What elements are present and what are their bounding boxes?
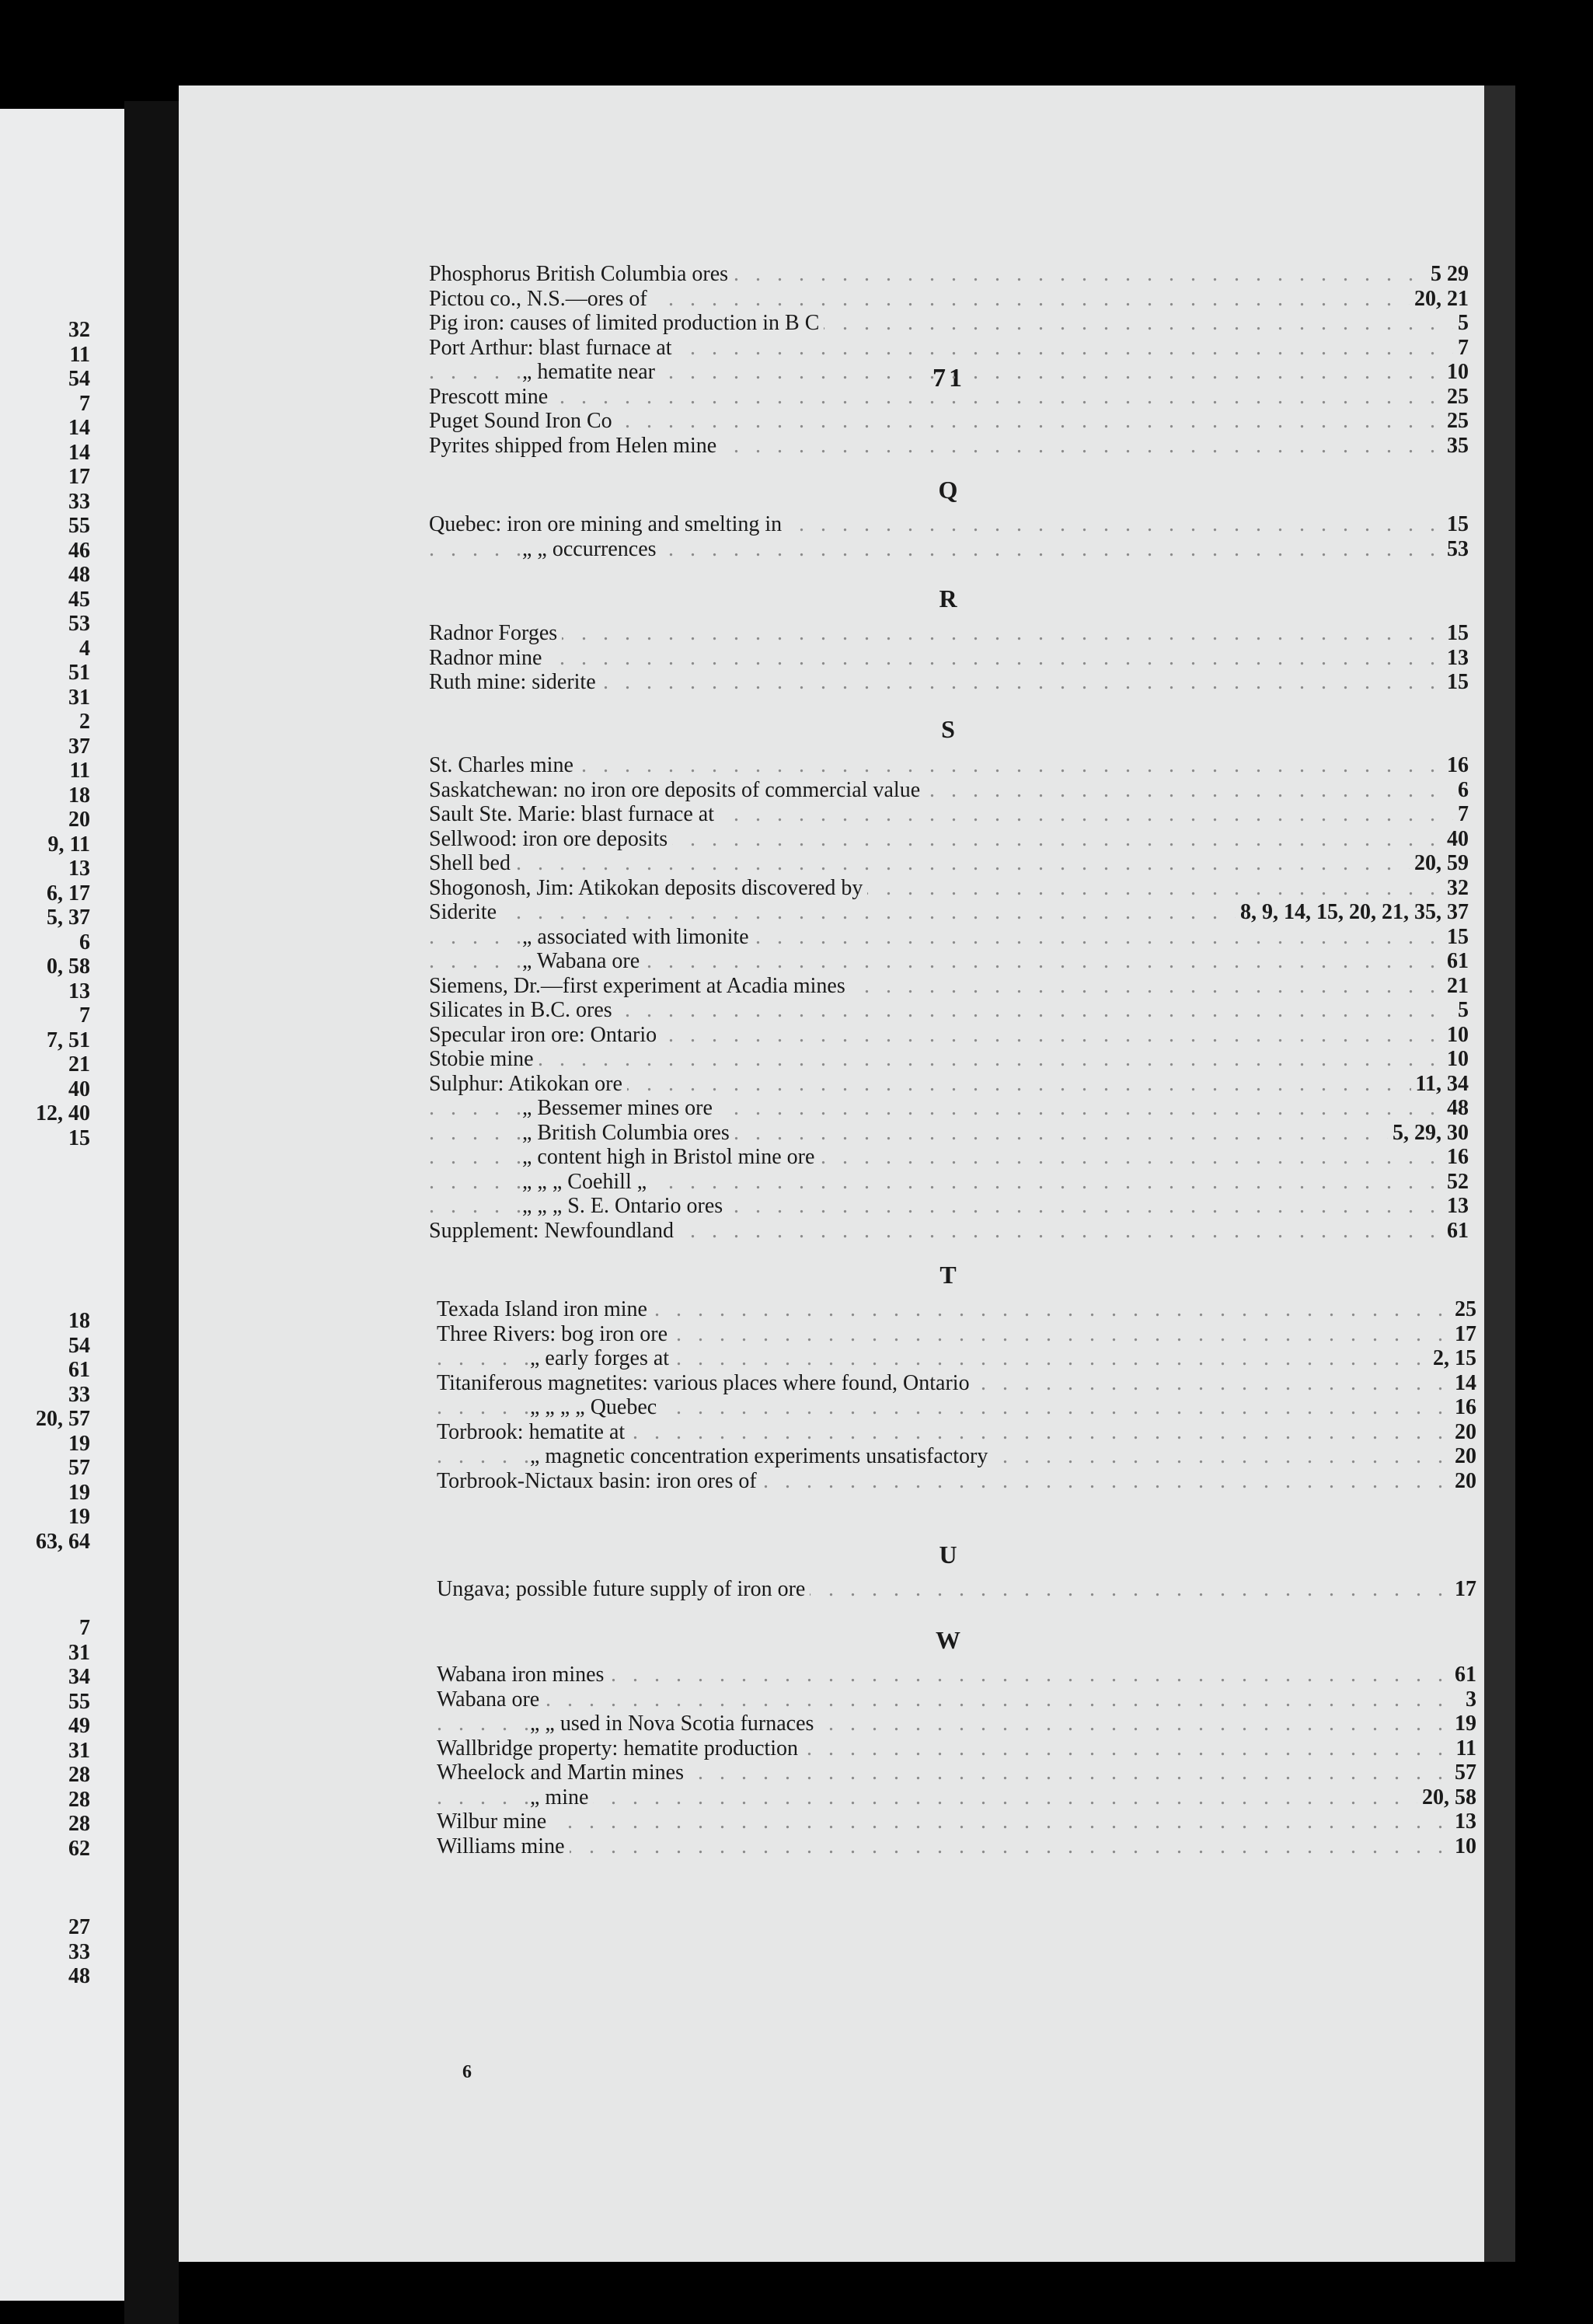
index-entry bbox=[437, 1761, 1476, 1785]
left-page-number: 2 bbox=[79, 710, 90, 734]
left-page-number: 11 bbox=[69, 759, 90, 783]
index-entry bbox=[429, 513, 1469, 536]
entry-label: Sulphur: Atikokan ore bbox=[429, 1073, 627, 1096]
entry-label: Port Arthur: blast furnace at bbox=[429, 337, 677, 360]
index-entry bbox=[437, 1372, 1476, 1395]
leader-dots bbox=[437, 1688, 1476, 1712]
section-letter: T bbox=[939, 1261, 957, 1289]
entry-label: „ Wabana ore bbox=[522, 950, 644, 973]
entry-label: „ content high in Bristol mine ore bbox=[522, 1146, 819, 1169]
left-page-number: 21 bbox=[68, 1052, 90, 1077]
left-page-number: 17 bbox=[68, 465, 90, 489]
entry-pages: 32 bbox=[1442, 877, 1469, 900]
index-entry bbox=[429, 1122, 1469, 1145]
entry-label: Texada Island iron mine bbox=[437, 1298, 652, 1321]
section-letter: Q bbox=[938, 476, 958, 504]
left-page-number: 31 bbox=[68, 685, 90, 710]
entry-label: „ „ used in Nova Scotia furnaces bbox=[530, 1712, 818, 1736]
left-page-number: 6, 17 bbox=[47, 881, 90, 906]
entry-pages: 2, 15 bbox=[1428, 1347, 1476, 1370]
left-page-number: 19 bbox=[68, 1505, 90, 1529]
left-page-number: 12, 40 bbox=[36, 1101, 90, 1125]
entry-pages: 20, 21 bbox=[1410, 288, 1469, 311]
left-page-number: 33 bbox=[68, 489, 90, 514]
entry-label: Silicates in B.C. ores bbox=[429, 999, 617, 1022]
left-page-number: 48 bbox=[68, 1964, 90, 1988]
index-entry bbox=[429, 1073, 1469, 1096]
left-page-number: 7 bbox=[79, 391, 90, 416]
left-page-number: 20 bbox=[68, 808, 90, 832]
leader-dots bbox=[429, 1048, 1469, 1071]
entry-label: Wabana ore bbox=[437, 1688, 544, 1712]
left-page-number: 31 bbox=[68, 1640, 90, 1665]
entry-label: Pig iron: causes of limited production in B C bbox=[429, 312, 824, 335]
index-entry bbox=[429, 877, 1469, 900]
entry-label: Three Rivers: bog iron ore bbox=[437, 1323, 672, 1346]
entry-label: Radnor Forges bbox=[429, 622, 562, 645]
index-entry bbox=[437, 1835, 1476, 1858]
left-page-number: 5, 37 bbox=[47, 906, 90, 930]
section-letter: R bbox=[939, 584, 957, 612]
index-entry bbox=[429, 999, 1469, 1022]
entry-pages: 10 bbox=[1442, 1048, 1469, 1071]
left-page-number: 28 bbox=[68, 1812, 90, 1836]
left-page-number: 63, 64 bbox=[36, 1529, 90, 1554]
entry-label: Quebec: iron ore mining and smelting in bbox=[429, 513, 786, 536]
left-page-number: 54 bbox=[68, 367, 90, 391]
left-page-number: 6 bbox=[79, 930, 90, 954]
entry-pages: 5, 29, 30 bbox=[1388, 1122, 1469, 1145]
index-entry bbox=[429, 926, 1469, 949]
entry-label: „ „ „ Coehill „ bbox=[522, 1171, 651, 1194]
index-entry bbox=[437, 1396, 1476, 1419]
leader-dots bbox=[437, 1835, 1476, 1858]
entry-label: Shell bed bbox=[429, 852, 515, 875]
left-page-number: 48 bbox=[68, 563, 90, 587]
entry-pages: 15 bbox=[1442, 513, 1469, 536]
entry-label: Siemens, Dr.—first experiment at Acadia mines bbox=[429, 975, 850, 998]
entry-pages: 17 bbox=[1450, 1578, 1476, 1601]
index-entry bbox=[429, 975, 1469, 998]
entry-label: Titaniferous magnetites: various places where found, Ontario bbox=[437, 1372, 974, 1395]
left-page-number: 28 bbox=[68, 1763, 90, 1787]
left-page-number: 9, 11 bbox=[47, 832, 90, 857]
entry-label: Wallbridge property: hematite production bbox=[437, 1737, 803, 1760]
entry-label: Shogonosh, Jim: Atikokan deposits discovered by bbox=[429, 877, 867, 900]
entry-pages: 57 bbox=[1450, 1761, 1476, 1785]
entry-pages: 10 bbox=[1442, 1024, 1469, 1047]
entry-pages: 10 bbox=[1442, 361, 1469, 384]
left-page-number: 55 bbox=[68, 1689, 90, 1714]
left-page-number: 19 bbox=[68, 1480, 90, 1505]
index-entry bbox=[429, 1146, 1469, 1169]
left-page-number: 4 bbox=[79, 636, 90, 661]
entry-label: „ associated with limonite bbox=[522, 926, 754, 949]
entry-pages: 7 bbox=[1453, 337, 1469, 360]
entry-label: Stobie mine bbox=[429, 1048, 539, 1071]
entry-pages: 13 bbox=[1442, 647, 1469, 670]
index-entry bbox=[437, 1578, 1476, 1601]
entry-pages: 5 bbox=[1453, 999, 1469, 1022]
entry-pages: 10 bbox=[1450, 1835, 1476, 1858]
entry-pages: 16 bbox=[1442, 1146, 1469, 1169]
entry-label: Williams mine bbox=[437, 1835, 570, 1858]
index-entry bbox=[437, 1323, 1476, 1346]
entry-label: Pictou co., N.S.—ores of bbox=[429, 288, 652, 311]
entry-pages: 35 bbox=[1442, 434, 1469, 458]
entry-pages: 5 bbox=[1453, 312, 1469, 335]
entry-label: „ magnetic concentration experiments unsatisfactory bbox=[530, 1445, 992, 1468]
left-page-number: 32 bbox=[68, 318, 90, 342]
entry-label: Pyrites shipped from Helen mine bbox=[429, 434, 721, 458]
entry-label: „ British Columbia ores bbox=[522, 1122, 734, 1145]
entry-label: Phosphorus British Columbia ores bbox=[429, 263, 733, 286]
left-page-number: 61 bbox=[68, 1358, 90, 1382]
left-page-number: 40 bbox=[68, 1077, 90, 1101]
left-page-number: 45 bbox=[68, 587, 90, 612]
entry-label: „ „ „ „ Quebec bbox=[530, 1396, 661, 1419]
entry-label: Wilbur mine bbox=[437, 1810, 551, 1834]
index-entry bbox=[429, 410, 1469, 433]
left-page-number: 57 bbox=[68, 1456, 90, 1480]
entry-pages: 13 bbox=[1442, 1195, 1469, 1218]
left-page-number: 7 bbox=[79, 1003, 90, 1028]
entry-label: „ „ occurrences bbox=[522, 538, 661, 561]
leader-dots bbox=[429, 852, 1469, 875]
entry-label: Radnor mine bbox=[429, 647, 546, 670]
index-entry bbox=[429, 852, 1469, 875]
index-entry bbox=[437, 1347, 1476, 1370]
index-entry bbox=[437, 1688, 1476, 1712]
left-page-number: 34 bbox=[68, 1665, 90, 1689]
index-entry bbox=[429, 950, 1469, 973]
entry-label: Prescott mine bbox=[429, 386, 552, 409]
left-page-number: 31 bbox=[68, 1738, 90, 1763]
entry-label: Supplement: Newfoundland bbox=[429, 1220, 678, 1243]
index-entry bbox=[429, 1171, 1469, 1194]
entry-pages: 52 bbox=[1442, 1171, 1469, 1194]
entry-pages: 15 bbox=[1442, 671, 1469, 694]
index-entry bbox=[429, 1220, 1469, 1243]
entry-pages: 61 bbox=[1450, 1663, 1476, 1687]
entry-pages: 5 29 bbox=[1426, 263, 1469, 286]
entry-pages: 6 bbox=[1453, 779, 1469, 802]
entry-label: Saskatchewan: no iron ore deposits of commercial value bbox=[429, 779, 925, 802]
index-entry bbox=[429, 1097, 1469, 1120]
index-entry bbox=[429, 288, 1469, 311]
left-page-number: 27 bbox=[68, 1915, 90, 1939]
left-page-number: 49 bbox=[68, 1714, 90, 1738]
left-page-number: 33 bbox=[68, 1939, 90, 1964]
left-page-number: 53 bbox=[68, 612, 90, 636]
index-entry bbox=[437, 1737, 1476, 1760]
left-page-number: 46 bbox=[68, 538, 90, 563]
index-entry bbox=[437, 1445, 1476, 1468]
entry-pages: 11 bbox=[1452, 1737, 1476, 1760]
entry-pages: 20 bbox=[1450, 1470, 1476, 1493]
index-entry bbox=[437, 1298, 1476, 1321]
left-page-number: 37 bbox=[68, 734, 90, 759]
entry-pages: 15 bbox=[1442, 622, 1469, 645]
section-letter: S bbox=[941, 715, 955, 743]
entry-label: Sellwood: iron ore deposits bbox=[429, 828, 672, 851]
entry-label: Torbrook: hematite at bbox=[437, 1421, 629, 1444]
entry-label: „ „ „ S. E. Ontario ores bbox=[522, 1195, 727, 1218]
entry-label: Sault Ste. Marie: blast furnace at bbox=[429, 803, 719, 826]
left-page-number: 13 bbox=[68, 979, 90, 1003]
index-entry bbox=[429, 386, 1469, 409]
left-page-number: 18 bbox=[68, 783, 90, 808]
entry-pages: 8, 9, 14, 15, 20, 21, 35, 37 bbox=[1236, 901, 1469, 924]
left-page-number: 54 bbox=[68, 1333, 90, 1358]
index-entry bbox=[437, 1421, 1476, 1444]
leader-dots bbox=[429, 754, 1469, 777]
left-page-number: 19 bbox=[68, 1431, 90, 1456]
entry-label: „ hematite near bbox=[522, 361, 660, 384]
left-page-number: 62 bbox=[68, 1836, 90, 1861]
entry-pages: 25 bbox=[1442, 410, 1469, 433]
entry-label: St. Charles mine bbox=[429, 754, 578, 777]
left-page-number: 33 bbox=[68, 1382, 90, 1407]
signature-mark: 6 bbox=[462, 2062, 472, 2082]
left-page-number: 20, 57 bbox=[36, 1407, 90, 1431]
entry-pages: 20, 59 bbox=[1410, 852, 1469, 875]
entry-pages: 13 bbox=[1450, 1810, 1476, 1834]
left-page-number: 7 bbox=[79, 1616, 90, 1640]
left-page-number: 13 bbox=[68, 857, 90, 881]
entry-pages: 20 bbox=[1450, 1445, 1476, 1468]
left-page-number: 11 bbox=[69, 342, 90, 367]
index-entry bbox=[429, 434, 1469, 458]
index-page bbox=[179, 85, 1515, 2262]
index-entry bbox=[437, 1663, 1476, 1687]
entry-label: „ early forges at bbox=[530, 1347, 674, 1370]
entry-label: Torbrook-Nictaux basin: iron ores of bbox=[437, 1470, 762, 1493]
leader-dots bbox=[429, 386, 1469, 409]
index-entry bbox=[429, 1024, 1469, 1047]
index-entry bbox=[429, 647, 1469, 670]
section-letter: W bbox=[936, 1626, 960, 1654]
entry-pages: 15 bbox=[1442, 926, 1469, 949]
entry-pages: 21 bbox=[1442, 975, 1469, 998]
index-entry bbox=[429, 901, 1469, 924]
entry-pages: 53 bbox=[1442, 538, 1469, 561]
left-page-number: 28 bbox=[68, 1787, 90, 1812]
left-page-number: 15 bbox=[68, 1125, 90, 1150]
entry-pages: 48 bbox=[1442, 1097, 1469, 1120]
entry-pages: 20 bbox=[1450, 1421, 1476, 1444]
entry-pages: 61 bbox=[1442, 950, 1469, 973]
entry-pages: 61 bbox=[1442, 1220, 1469, 1243]
index-entry bbox=[429, 754, 1469, 777]
entry-pages: 3 bbox=[1461, 1688, 1476, 1712]
index-entry bbox=[429, 538, 1469, 561]
entry-pages: 40 bbox=[1442, 828, 1469, 851]
entry-label: Wheelock and Martin mines bbox=[437, 1761, 688, 1785]
left-page-number: 14 bbox=[68, 416, 90, 440]
leader-dots bbox=[429, 622, 1469, 645]
index-entry bbox=[437, 1786, 1476, 1809]
index-entry bbox=[429, 361, 1469, 384]
index-entry bbox=[429, 828, 1469, 851]
index-entry bbox=[429, 779, 1469, 802]
index-entry bbox=[429, 1048, 1469, 1071]
entry-pages: 17 bbox=[1450, 1323, 1476, 1346]
index-entry bbox=[437, 1470, 1476, 1493]
entry-pages: 25 bbox=[1442, 386, 1469, 409]
index-entry bbox=[429, 803, 1469, 826]
entry-label: Puget Sound Iron Co bbox=[429, 410, 617, 433]
left-page-number: 7, 51 bbox=[47, 1028, 90, 1052]
index-entry bbox=[437, 1810, 1476, 1834]
entry-label: Wabana iron mines bbox=[437, 1663, 608, 1687]
entry-pages: 16 bbox=[1442, 754, 1469, 777]
index-entry bbox=[429, 671, 1469, 694]
entry-pages: 7 bbox=[1453, 803, 1469, 826]
section-letter: U bbox=[939, 1541, 957, 1569]
entry-pages: 19 bbox=[1450, 1712, 1476, 1736]
leader-dots bbox=[437, 1810, 1476, 1834]
entry-pages: 16 bbox=[1450, 1396, 1476, 1419]
index-entry bbox=[429, 337, 1469, 360]
book-gutter bbox=[124, 101, 179, 2324]
entry-label: Specular iron ore: Ontario bbox=[429, 1024, 661, 1047]
index-entry bbox=[437, 1712, 1476, 1736]
left-page-number: 51 bbox=[68, 661, 90, 685]
entry-pages: 11, 34 bbox=[1411, 1073, 1469, 1096]
page-number: 71 bbox=[932, 364, 965, 393]
left-page-number: 0, 58 bbox=[47, 954, 90, 979]
entry-label: „ mine bbox=[530, 1786, 593, 1809]
index-entry bbox=[429, 622, 1469, 645]
entry-label: Ruth mine: siderite bbox=[429, 671, 601, 694]
leader-dots bbox=[429, 647, 1469, 670]
index-entry bbox=[429, 1195, 1469, 1218]
entry-label: Ungava; possible future supply of iron ore bbox=[437, 1578, 810, 1601]
index-entry bbox=[429, 263, 1469, 286]
left-page-number: 14 bbox=[68, 440, 90, 465]
entry-label: „ Bessemer mines ore bbox=[522, 1097, 717, 1120]
entry-label: Siderite bbox=[429, 901, 501, 924]
left-page-number: 55 bbox=[68, 514, 90, 538]
entry-pages: 20, 58 bbox=[1417, 1786, 1476, 1809]
left-facing-page bbox=[0, 109, 124, 2301]
entry-pages: 25 bbox=[1450, 1298, 1476, 1321]
entry-pages: 14 bbox=[1450, 1372, 1476, 1395]
left-page-number: 18 bbox=[68, 1309, 90, 1333]
index-entry bbox=[429, 312, 1469, 335]
